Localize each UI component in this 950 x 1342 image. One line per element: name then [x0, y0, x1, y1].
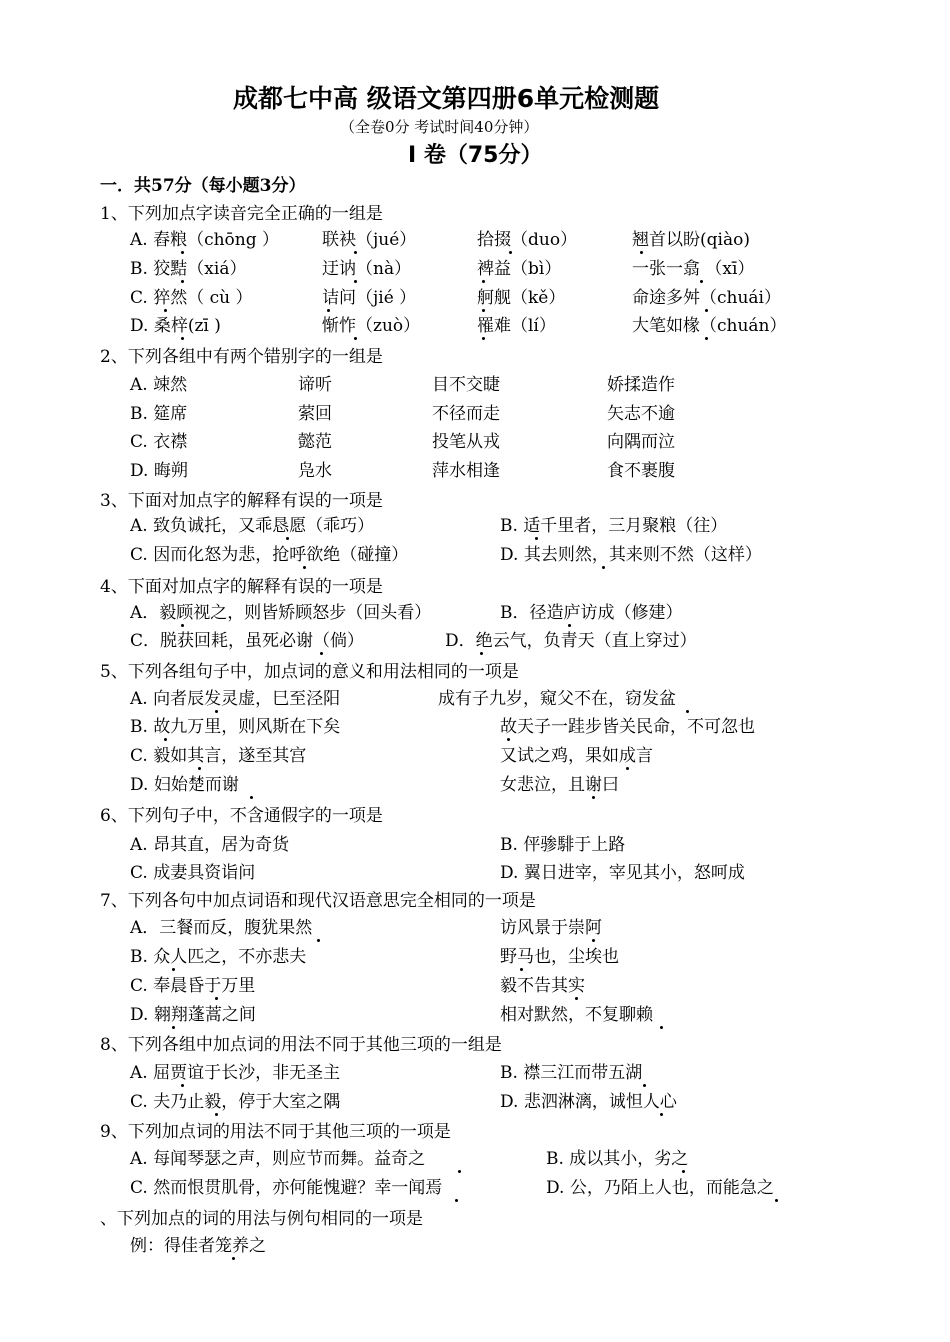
- q7-option: B. 众人匹之，不亦悲夫: [130, 947, 307, 967]
- q1-option: 拾掇（duo）: [477, 230, 578, 250]
- q2-option: D. 晦朔: [130, 461, 188, 481]
- emphasis-dot: [164, 309, 167, 312]
- emphasis-dot: [660, 1113, 663, 1116]
- emphasis-dot: [455, 1199, 458, 1202]
- q7-option: D. 翱翔蓬蒿之间: [130, 1005, 256, 1025]
- q1-option: 翘首以盼(qiào): [632, 230, 750, 250]
- q1-option: B. 狡黠（xiá）: [130, 259, 247, 279]
- emphasis-dot: [626, 767, 629, 770]
- emphasis-dot: [682, 1170, 685, 1173]
- q8-option: C. 夫乃止毅，停于大室之隅: [130, 1092, 341, 1112]
- emphasis-dot: [458, 1170, 461, 1173]
- volume-heading: Ⅰ 卷（75分）: [408, 143, 543, 168]
- emphasis-dot: [181, 1084, 184, 1087]
- question-7-stem: 7、下列各句中加点词语和现代汉语意思完全相同的一项是: [100, 891, 536, 911]
- q2-option: 凫水: [298, 461, 332, 481]
- q1-option: 舸舰（kě）: [477, 288, 566, 308]
- q2-option: 萦回: [298, 404, 332, 424]
- emphasis-dot: [198, 767, 201, 770]
- q3-option: C. 因而化怒为悲，抢呼欲绝（碰撞）: [130, 545, 409, 565]
- q7-option: A．三餐而反，腹犹果然: [130, 918, 313, 938]
- emphasis-dot: [535, 537, 538, 540]
- emphasis-dot: [482, 337, 485, 340]
- q1-option: D. 桑梓(zī ): [130, 316, 221, 336]
- q3-option: A. 致负诚托，又乖恳愿（乖巧）: [130, 516, 375, 536]
- q7-option: 野马也，尘埃也: [500, 947, 619, 967]
- q1-option: 大笔如椽（chuán）: [632, 316, 787, 336]
- section-heading: 一．共57分（每小题3分）: [100, 176, 306, 196]
- q6-option: A. 昂其直，居为奇货: [130, 835, 290, 855]
- question-3-stem: 3、下面对加点字的解释有误的一项是: [100, 491, 383, 511]
- emphasis-dot: [215, 997, 218, 1000]
- emphasis-dot: [705, 309, 708, 312]
- emphasis-dot: [775, 1199, 778, 1202]
- q7-option: 毅不告其实: [500, 976, 585, 996]
- emphasis-dot: [705, 337, 708, 340]
- emphasis-dot: [164, 738, 167, 741]
- q9-option: C. 然而恨贯肌骨，亦何能愧避？幸一闻焉: [130, 1178, 443, 1198]
- q8-option: D. 悲泗淋漓，诚怛人心: [500, 1092, 677, 1112]
- q8-option: A. 屈贾谊于长沙，非无圣主: [130, 1063, 341, 1083]
- q7-option: 访风景于崇阿: [500, 918, 602, 938]
- q2-option: 向隅而泣: [607, 432, 675, 452]
- emphasis-dot: [181, 280, 184, 283]
- q4-option: A．毅顾视之，则皆矫顾怒步（回头看）: [130, 603, 432, 623]
- q2-option: 懿范: [298, 432, 332, 452]
- q9-option: B. 成以其小，劣之: [546, 1149, 689, 1169]
- emphasis-dot: [643, 1084, 646, 1087]
- q2-option: 娇揉造作: [607, 375, 675, 395]
- emphasis-dot: [640, 251, 643, 254]
- q2-option: 投笔从戎: [432, 432, 500, 452]
- q1-option: 罹难（lí）: [477, 316, 556, 336]
- q2-option: 不径而走: [432, 404, 500, 424]
- emphasis-dot: [250, 796, 253, 799]
- q8-option: B. 襟三江而带五湖: [500, 1063, 643, 1083]
- q6-option: C. 成妻具资诣问: [130, 863, 256, 883]
- emphasis-dot: [181, 624, 184, 627]
- q1-option: 惭怍（zuò）: [322, 316, 421, 336]
- q1-option: 裨益（bì）: [477, 259, 562, 279]
- page-title: 成都七中高 级语文第四册6单元检测题: [233, 84, 660, 113]
- q1-option: A. 舂粮（chōng ）: [130, 230, 280, 250]
- emphasis-dot: [354, 337, 357, 340]
- q5-option: C. 毅如其言，遂至其宫: [130, 746, 307, 766]
- q4-option: D．绝云气，负青天（直上穿过）: [445, 631, 697, 651]
- q2-option: B. 筵席: [130, 404, 188, 424]
- emphasis-dot: [480, 652, 483, 655]
- question-9-stem: 9、下列加点词的用法不同于其他三项的一项是: [100, 1122, 451, 1142]
- q6-option: D. 翼日进宰，宰见其小，怒呵成: [500, 863, 745, 883]
- q10-example: 例：得佳者笼养之: [130, 1236, 266, 1256]
- emphasis-dot: [181, 337, 184, 340]
- question-6-stem: 6、下列句子中，不含通假字的一项是: [100, 806, 383, 826]
- q2-option: 食不裹腹: [607, 461, 675, 481]
- q2-option: 目不交睫: [432, 375, 500, 395]
- emphasis-dot: [215, 1113, 218, 1116]
- q5-option: B. 故九万里，则风斯在下矣: [130, 717, 341, 737]
- question-4-stem: 4、下面对加点字的解释有误的一项是: [100, 577, 383, 597]
- q1-option: 诘问（jié ）: [322, 288, 417, 308]
- q3-option: B. 适千里者，三月聚粮（往）: [500, 516, 728, 536]
- q5-option: 又试之鸡，果如成言: [500, 746, 653, 766]
- emphasis-dot: [520, 968, 523, 971]
- emphasis-dot: [592, 796, 595, 799]
- emphasis-dot: [215, 710, 218, 713]
- q2-option: 萍水相逢: [432, 461, 500, 481]
- question-2-stem: 2、下列各组中有两个错别字的一组是: [100, 347, 383, 367]
- emphasis-dot: [509, 251, 512, 254]
- q4-option: B．径造庐访成（修建）: [500, 603, 683, 623]
- q5-option: D. 妇始楚而谢: [130, 775, 239, 795]
- q1-option: C. 猝然（ cù ）: [130, 288, 253, 308]
- q2-option: 矢志不逾: [607, 404, 675, 424]
- emphasis-dot: [172, 968, 175, 971]
- emphasis-dot: [602, 566, 605, 569]
- question-10-stem: 、下列加点的词的用法与例句相同的一项是: [100, 1209, 423, 1229]
- emphasis-dot: [568, 624, 571, 627]
- page-subtitle: （全卷0分 考试时间40分钟）: [340, 118, 539, 136]
- q5-option: 故天子一跬步皆关民命，不可忽也: [500, 717, 755, 737]
- emphasis-dot: [320, 652, 323, 655]
- question-1-stem: 1、下列加点字读音完全正确的一组是: [100, 204, 383, 224]
- q4-option: C．脱获回耗，虽死必谢（倘）: [130, 631, 365, 651]
- emphasis-dot: [354, 280, 357, 283]
- q7-option: 相对默然，不复聊赖: [500, 1005, 653, 1025]
- q5-option: A. 向者辰发灵虚，巳至泾阳: [130, 689, 341, 709]
- emphasis-dot: [232, 1257, 235, 1260]
- q5-option: 成有子九岁，窥父不在，窃发盆: [438, 689, 676, 709]
- emphasis-dot: [507, 738, 510, 741]
- q7-option: C. 奉晨昏于万里: [130, 976, 256, 996]
- emphasis-dot: [354, 251, 357, 254]
- emphasis-dot: [575, 997, 578, 1000]
- q2-option: C. 衣襟: [130, 432, 188, 452]
- q9-option: A. 每闻琴瑟之声，则应节而舞。益奇之: [130, 1149, 426, 1169]
- q1-option: 迂讷（nà）: [322, 259, 412, 279]
- emphasis-dot: [172, 1026, 175, 1029]
- q1-option: 一张一翕 （xī）: [632, 259, 755, 279]
- emphasis-dot: [700, 280, 703, 283]
- q2-option: A. 竦然: [130, 375, 188, 395]
- q2-option: 谛听: [298, 375, 332, 395]
- emphasis-dot: [660, 1026, 663, 1029]
- q6-option: B. 伻骖騑于上路: [500, 835, 626, 855]
- emphasis-dot: [482, 309, 485, 312]
- emphasis-dot: [317, 939, 320, 942]
- emphasis-dot: [592, 939, 595, 942]
- q1-option: 命途多舛（chuái）: [632, 288, 781, 308]
- emphasis-dot: [286, 537, 289, 540]
- question-8-stem: 8、下列各组中加点词的用法不同于其他三项的一组是: [100, 1035, 502, 1055]
- q1-option: 联袂（jué）: [322, 230, 417, 250]
- emphasis-dot: [482, 280, 485, 283]
- q9-option: D. 公，乃陌上人也，而能急之: [546, 1178, 774, 1198]
- emphasis-dot: [327, 309, 330, 312]
- emphasis-dot: [303, 566, 306, 569]
- emphasis-dot: [686, 710, 689, 713]
- emphasis-dot: [181, 251, 184, 254]
- q5-option: 女悲泣，且谢曰: [500, 775, 619, 795]
- q3-option: D. 其去则然，其来则不然（这样）: [500, 545, 762, 565]
- question-5-stem: 5、下列各组句子中，加点词的意义和用法相同的一项是: [100, 662, 519, 682]
